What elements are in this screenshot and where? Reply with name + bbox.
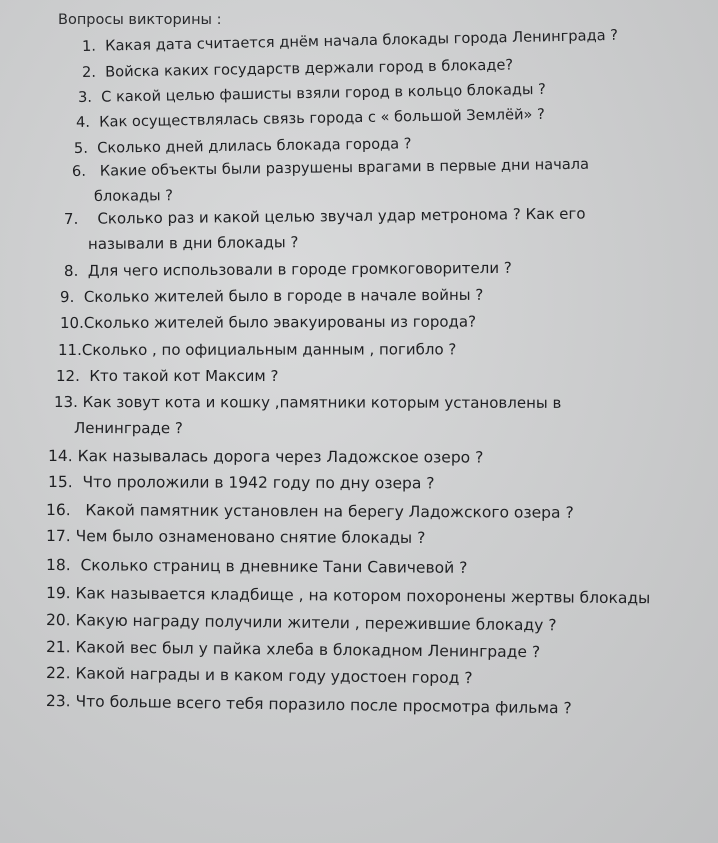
question-text: Какой вес был у пайка хлеба в блокадном Ленинграде ? [75, 638, 541, 662]
question-23 [46, 691, 572, 718]
question-8 [64, 258, 512, 281]
question-7-continuation: называли в дни блокады ? [87, 233, 299, 253]
question-text: Сколько , по официальным данным , погибло ? [81, 340, 457, 359]
question-22 [46, 663, 473, 688]
question-text: Сколько раз и какой целью звучал удар метронома ? Как его [97, 204, 586, 228]
question-number: 18. [45, 556, 71, 575]
question-text: Что больше всего тебя поразило после просмотра фильма ? [75, 692, 572, 718]
question-number: 14. [47, 447, 73, 466]
question-number: 16. [45, 501, 71, 520]
question-3 [78, 80, 546, 108]
question-6-continuation: блокады ? [93, 187, 174, 205]
question-10 [60, 312, 476, 333]
question-number: 3. [77, 88, 93, 106]
question-number: 10. [59, 313, 84, 332]
question-text: Как зовут кота и кошку ,памятники которым установлены в [82, 393, 562, 412]
question-11 [58, 339, 456, 360]
question-4 [76, 105, 545, 133]
question-number: 23. [45, 692, 71, 711]
question-text: Как называлась дорога через Ладожское озеро ? [77, 447, 484, 467]
question-number: 22. [45, 664, 71, 683]
question-15 [48, 472, 435, 493]
question-18 [46, 555, 467, 578]
question-text: Какая дата считается днём начала блокады города Ленинграда ? [105, 26, 619, 55]
question-13-continuation: Ленинграде ? [73, 419, 183, 438]
question-text: Войска каких государств держали город в блокаде? [105, 56, 514, 81]
question-19 [46, 583, 651, 608]
question-number: 6. [71, 162, 87, 180]
question-13 [54, 392, 561, 413]
question-text: Какой памятник установлен на берегу Ладожского озера ? [85, 501, 574, 522]
question-text: Как называется кладбище , на котором похоронены жертвы блокады [75, 584, 651, 608]
question-1 [82, 26, 618, 57]
question-text: Кто такой кот Максим ? [89, 367, 279, 385]
question-9 [60, 285, 483, 307]
question-17 [46, 526, 425, 548]
page-title: Вопросы викторины : [58, 12, 222, 28]
question-text: Чем было ознаменовано снятие блокады ? [75, 527, 426, 547]
question-text: Какую награду получили жители , пережившие блокаду ? [75, 611, 557, 635]
question-number: 2. [81, 63, 97, 81]
question-number: 17. [45, 527, 71, 546]
question-20 [46, 610, 557, 635]
question-number: 4. [75, 113, 91, 131]
question-text: Какие объекты были разрушены врагами в первые дни начала [99, 155, 590, 180]
question-number: 12. [56, 367, 80, 385]
question-number: 1. [81, 37, 97, 55]
question-text: Какой награды и в каком году удостоен город ? [75, 664, 473, 688]
question-text: Сколько страниц в дневнике Тани Савичевой ? [80, 556, 468, 577]
question-number: 20. [45, 611, 71, 630]
question-number: 8. [63, 261, 79, 280]
question-number: 7. [63, 209, 79, 228]
question-12 [56, 366, 278, 386]
question-2 [82, 55, 513, 83]
question-text: Как осуществлялась связь города с « большой Землёй» ? [99, 105, 545, 131]
question-number: 9. [59, 287, 75, 306]
question-text: С какой целью фашисты взяли город в кольцо блокады ? [101, 80, 546, 106]
question-7 [64, 204, 586, 229]
question-text: Сколько жителей было эвакуированы из города? [83, 312, 477, 332]
question-number: 15. [47, 473, 73, 492]
question-number: 11. [57, 340, 82, 359]
question-text: Сколько жителей было в городе в начале войны ? [83, 285, 484, 306]
question-number: 21. [45, 638, 71, 657]
question-number: 5. [73, 139, 89, 157]
question-5 [74, 134, 412, 159]
question-21 [46, 637, 540, 662]
question-number: 13. [53, 393, 78, 412]
question-text: Для чего использовали в городе громкоговорители ? [87, 258, 512, 280]
question-text: Сколько дней длилась блокада города ? [97, 135, 412, 157]
question-text: Что проложили в 1942 году по дну озера ? [82, 473, 435, 493]
question-number: 19. [45, 584, 71, 603]
question-6 [72, 155, 589, 182]
question-16 [46, 500, 574, 523]
question-14 [48, 446, 483, 468]
